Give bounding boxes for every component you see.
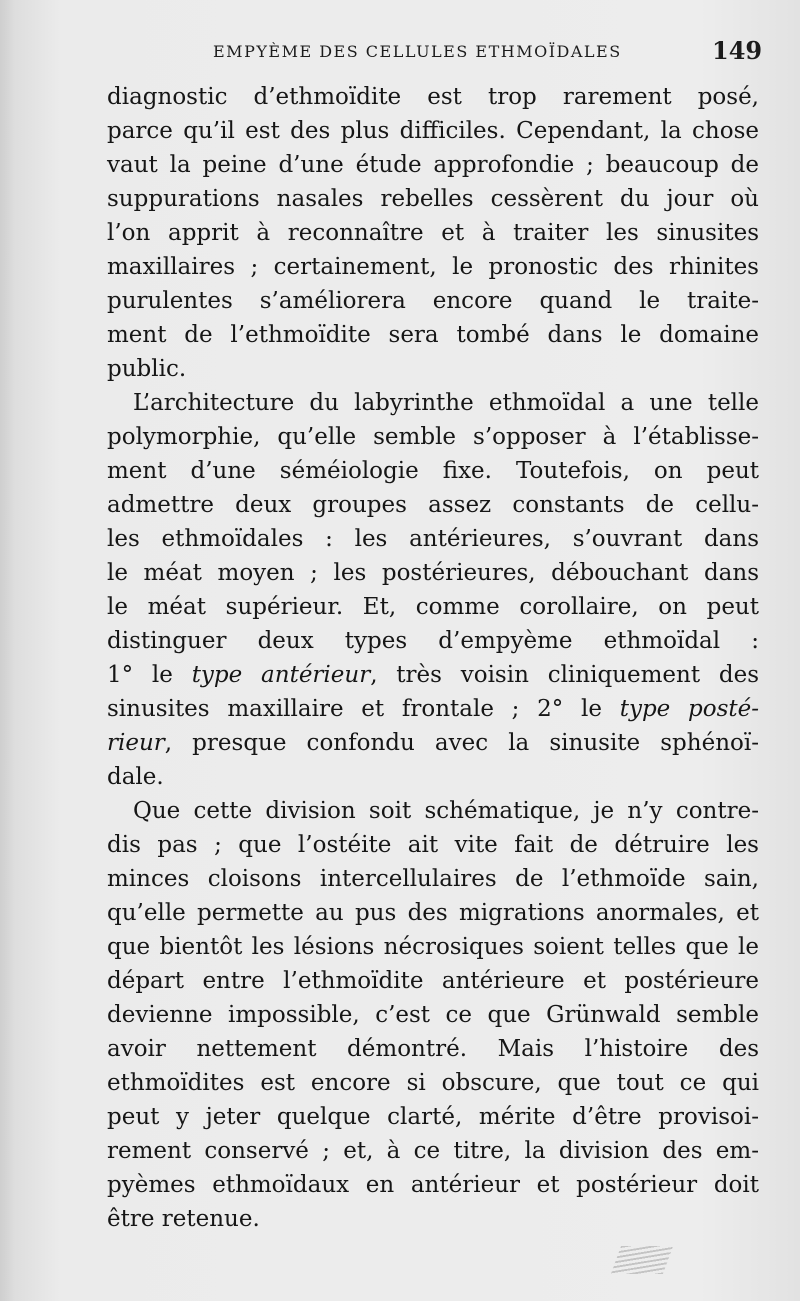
- text-line: [107, 896, 759, 930]
- text-segment: admettre deux groupes assez constants de cellu-: [107, 492, 759, 518]
- text-segment: maxillaires ; certainement, le pronostic des rhinites: [107, 254, 759, 280]
- text-segment: le méat supérieur. Et, comme corollaire, on peut: [107, 594, 759, 620]
- text-segment: dale.: [107, 764, 164, 790]
- text-segment: distinguer deux types d’empyème ethmoïdal :: [107, 628, 759, 654]
- text-line: [107, 1202, 759, 1236]
- text-segment: ethmoïdites est encore si obscure, que tout ce qui: [107, 1070, 759, 1096]
- text-segment: suppurations nasales rebelles cessèrent du jour où: [107, 186, 759, 212]
- text-line: [107, 352, 759, 386]
- text-line: [107, 726, 759, 760]
- text-segment: 1° le: [107, 662, 192, 688]
- text-segment: parce qu’il est des plus difficiles. Cependant, la chose: [107, 118, 759, 144]
- italic-text-segment: rieur: [107, 730, 165, 756]
- text-segment: ment d’une séméiologie fixe. Toutefois, on peut: [107, 458, 759, 484]
- text-line: [107, 998, 759, 1032]
- text-segment: minces cloisons intercellulaires de l’ethmoïde sain,: [107, 866, 759, 892]
- text-line: [107, 760, 759, 794]
- text-segment: dis pas ; que l’ostéite ait vite fait de détruire les: [107, 832, 759, 858]
- text-line: [107, 590, 759, 624]
- text-segment: diagnostic d’ethmoïdite est trop rarement posé,: [107, 84, 759, 110]
- text-segment: départ entre l’ethmoïdite antérieure et postérieure: [107, 968, 759, 994]
- italic-text-segment: type antérieur: [191, 662, 371, 688]
- text-line: [107, 80, 759, 114]
- text-segment: que bientôt les lésions nécrosiques soient telles que le: [107, 934, 759, 960]
- text-segment: rement conservé ; et, à ce titre, la division des em-: [107, 1138, 759, 1164]
- text-segment: qu’elle permette au pus des migrations anormales, et: [107, 900, 759, 926]
- text-line: [107, 658, 759, 692]
- text-line: [107, 794, 759, 828]
- text-segment: devienne impossible, c’est ce que Grünwald semble: [107, 1002, 759, 1028]
- text-segment: vaut la peine d’une étude approfondie ; beaucoup de: [107, 152, 759, 178]
- ink-smudge: [611, 1246, 673, 1274]
- text-segment: purulentes s’améliorera encore quand le traite-: [107, 288, 759, 314]
- text-line: [107, 148, 759, 182]
- text-line: [107, 1032, 759, 1066]
- text-segment: le méat moyen ; les postérieures, débouchant dans: [107, 560, 759, 586]
- text-line: [107, 454, 759, 488]
- text-segment: peut y jeter quelque clarté, mérite d’être provisoi-: [107, 1104, 759, 1130]
- text-segment: , très voisin cliniquement des: [370, 662, 760, 688]
- running-title: EMPYÈME DES CELLULES ETHMOÏDALES: [213, 42, 622, 61]
- text-line: [107, 964, 759, 998]
- text-segment: public.: [107, 356, 187, 382]
- text-line: [107, 488, 759, 522]
- text-line: [107, 1066, 759, 1100]
- text-segment: L’architecture du labyrinthe ethmoïdal a une telle: [133, 390, 759, 416]
- text-line: [107, 522, 759, 556]
- text-line: [107, 1134, 759, 1168]
- text-segment: pyèmes ethmoïdaux en antérieur et postérieur doit: [107, 1172, 759, 1198]
- text-segment: avoir nettement démontré. Mais l’histoire des: [107, 1036, 759, 1062]
- page-number: 149: [712, 36, 763, 65]
- text-line: [107, 1100, 759, 1134]
- running-head: [0, 36, 800, 66]
- text-segment: , presque confondu avec la sinusite sphénoï-: [164, 730, 759, 756]
- text-line: [107, 284, 759, 318]
- text-segment: être retenue.: [107, 1206, 260, 1232]
- text-line: [107, 318, 759, 352]
- text-line: [107, 250, 759, 284]
- text-line: [107, 216, 759, 250]
- body-text: [107, 80, 759, 1236]
- text-line: [107, 182, 759, 216]
- italic-text-segment: type posté-: [619, 696, 759, 722]
- text-line: [107, 420, 759, 454]
- text-segment: les ethmoïdales : les antérieures, s’ouvrant dans: [107, 526, 759, 552]
- text-line: [107, 828, 759, 862]
- text-segment: sinusites maxillaire et frontale ; 2° le: [107, 696, 620, 722]
- text-line: [107, 624, 759, 658]
- text-line: [107, 114, 759, 148]
- text-line: [107, 862, 759, 896]
- text-line: [107, 386, 759, 420]
- text-line: [107, 1168, 759, 1202]
- text-segment: polymorphie, qu’elle semble s’opposer à l’établisse-: [107, 424, 759, 450]
- text-line: [107, 692, 759, 726]
- text-segment: ment de l’ethmoïdite sera tombé dans le domaine: [107, 322, 759, 348]
- text-segment: l’on apprit à reconnaître et à traiter les sinusites: [107, 220, 759, 246]
- text-line: [107, 930, 759, 964]
- text-segment: Que cette division soit schématique, je n’y contre-: [133, 798, 759, 824]
- text-line: [107, 556, 759, 590]
